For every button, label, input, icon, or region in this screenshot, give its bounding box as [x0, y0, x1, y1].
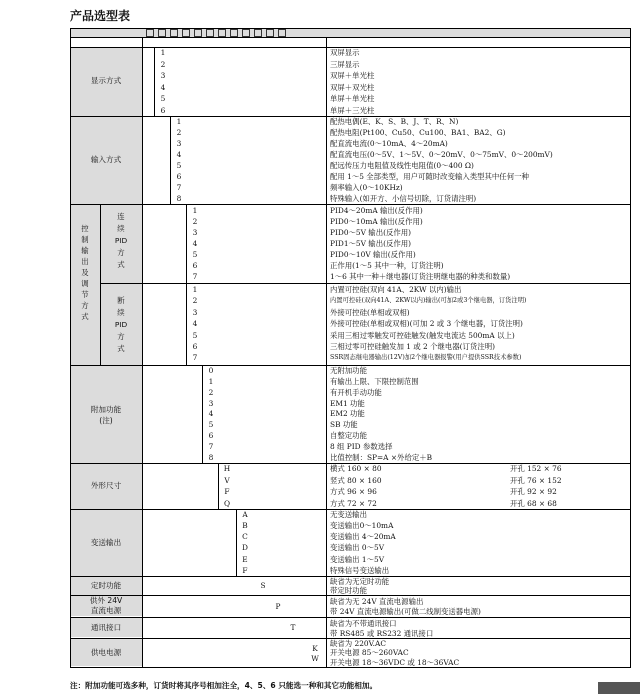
transmit-desc: 变送输出 1～5V	[330, 554, 385, 564]
display-label: 显示方式	[90, 76, 122, 85]
timer-desc: 带定时功能	[330, 586, 367, 595]
continuous-label-char: 方	[117, 248, 125, 257]
display-desc: 单屏＋三光柱	[330, 105, 375, 115]
control-label-char: 方	[81, 301, 89, 310]
control-label-char: 出	[81, 257, 89, 266]
grid-line	[202, 365, 203, 463]
transmit-code: C	[242, 532, 248, 542]
continuous-desc: PID4～20mA 输出(反作用)	[330, 206, 423, 215]
grid-line	[142, 204, 143, 365]
continuous-label-char: PID	[114, 236, 128, 245]
page-title: 产品选型表	[70, 9, 131, 23]
addon-desc: EM2 功能	[330, 409, 365, 419]
addon-code: 0	[208, 365, 214, 375]
addon-code: 7	[208, 442, 214, 452]
continuous-desc: PID0～10mA 输出(反作用)	[330, 217, 423, 226]
control-label-char: 及	[81, 268, 89, 277]
control-label-char: 节	[81, 290, 89, 299]
input-code: 4	[176, 149, 182, 159]
grid-line	[326, 28, 327, 668]
power-label: 供电电源	[90, 648, 122, 657]
comm-desc: 缺省为不带通讯接口	[330, 619, 397, 628]
discontinuous-code: 2	[192, 296, 198, 306]
transmit-code: E	[242, 554, 248, 564]
comm-code: T	[290, 623, 296, 632]
addon-desc: SB 功能	[330, 420, 358, 430]
grid-line	[218, 463, 219, 509]
grid-line	[142, 509, 143, 576]
shape-desc: 横式 160 × 80	[330, 464, 382, 474]
input-code: 6	[176, 171, 182, 181]
control-label-char: 制	[81, 235, 89, 244]
transmit-code: D	[242, 543, 248, 553]
grid-line	[170, 116, 171, 204]
addon-code: 4	[208, 409, 214, 419]
power-desc: 开关电源 85～260VAC	[330, 648, 409, 658]
continuous-desc: PID0～10V 输出(反作用)	[330, 250, 416, 259]
control-label-char: 式	[81, 312, 89, 321]
discontinuous-desc: 内置可控硅(双向 41A、2KW 以内)输出	[330, 285, 462, 294]
discontinuous-desc: 三相过零可控硅触发加 1 或 2 个继电器(订货注明)	[330, 342, 495, 351]
continuous-desc: PID0～5V 输出(反作用)	[330, 228, 412, 237]
grid-line	[142, 365, 143, 463]
display-code: 5	[160, 94, 166, 104]
grid-line	[100, 204, 101, 365]
grid-line	[142, 638, 143, 667]
shape-code: V	[224, 475, 230, 485]
continuous-code: 4	[192, 239, 198, 248]
discontinuous-desc: 外接可控硅(单相或双相)	[330, 307, 410, 317]
input-code: 5	[176, 160, 182, 170]
shape-code: F	[224, 487, 230, 497]
control-label-char: 控	[81, 224, 89, 233]
shape-desc: 方式 96 × 96	[330, 487, 377, 497]
discontinuous-desc: 采用三相过零触发可控硅触发(触发电流达 500mA 以上)	[330, 330, 515, 340]
comm-label: 通讯接口	[90, 623, 122, 632]
display-code: 6	[160, 105, 166, 115]
shape-desc: 方式 72 × 72	[330, 498, 377, 508]
discontinuous-label-char: 式	[117, 344, 125, 353]
discontinuous-code: 3	[192, 307, 198, 317]
input-desc: 配热电阻(Pt100、Cu50、Cu100、BA1、BA2、G)	[330, 127, 506, 137]
continuous-desc: PID1～5V 输出(反作用)	[330, 239, 412, 248]
grid-line	[142, 595, 143, 617]
shape-cutout: 开孔 152 × 76	[510, 464, 562, 474]
grid-line	[142, 576, 143, 595]
grid-line	[630, 28, 631, 668]
shape-cutout: 开孔 68 × 68	[510, 498, 557, 508]
discontinuous-label-char: PID	[114, 320, 128, 329]
addon-code: 1	[208, 376, 214, 386]
display-desc: 单屏＋单光柱	[330, 94, 375, 104]
discontinuous-label-char: 方	[117, 332, 125, 341]
addon-label: (注)	[99, 416, 113, 425]
input-code: 1	[176, 116, 182, 126]
display-desc: 三屏显示	[330, 59, 360, 69]
display-code: 2	[160, 59, 166, 69]
transmit-code: F	[242, 565, 248, 575]
grid-line	[142, 463, 143, 509]
continuous-code: 1	[192, 206, 198, 215]
continuous-code: 7	[192, 272, 198, 281]
power-code: W	[311, 654, 319, 663]
discontinuous-label-char: 断	[117, 296, 125, 305]
addon-desc: 自整定功能	[330, 431, 367, 441]
grid-line	[70, 595, 631, 596]
addon-desc: 8 组 PID 参数选择	[330, 442, 393, 452]
grid-line	[186, 204, 187, 283]
footnote: 注：附加功能可选多种，订货时将其序号相加注全，4、5、6 只能选一种和其它功能相加。	[70, 681, 378, 690]
selection-table	[70, 28, 631, 668]
display-desc: 双屏＋单光柱	[330, 71, 375, 81]
control-label-char: 输	[81, 246, 89, 255]
input-desc: 配直流电流(0～10mA、4～20mA)	[330, 138, 448, 148]
supply24-desc: 带 24V 直流电源输出(可做二线制变送器电源)	[330, 606, 481, 616]
input-desc: 配热电偶(E、K、S、B、J、T、R、N)	[330, 116, 459, 126]
grid-line	[142, 47, 143, 116]
shape-cutout: 开孔 92 × 92	[510, 487, 557, 497]
grid-line	[142, 37, 143, 47]
transmit-code: B	[242, 521, 248, 531]
continuous-desc: 正作用(1～5 其中一种，订货注明)	[330, 261, 444, 270]
control-label-char: 调	[81, 279, 89, 288]
transmit-code: A	[242, 509, 248, 519]
grid-line	[236, 509, 237, 576]
power-desc: 开关电源 18～36VDC 或 18～36VAC	[330, 657, 460, 667]
discontinuous-code: 4	[192, 319, 198, 329]
display-code: 3	[160, 71, 166, 81]
power-code: K	[312, 644, 318, 653]
power-desc: 缺省为 220V.AC	[330, 639, 387, 648]
grid-line	[70, 204, 631, 205]
continuous-label-char: 续	[117, 224, 125, 233]
display-desc: 双屏显示	[330, 48, 360, 58]
addon-label: 附加功能	[90, 405, 122, 414]
addon-desc: EM1 功能	[330, 398, 365, 408]
grid-line	[154, 47, 155, 116]
discontinuous-desc: 外接可控硅(单相或双相)(可加 2 或 3 个继电器，订货注明)	[330, 319, 523, 329]
discontinuous-code: 7	[192, 353, 198, 363]
continuous-code: 6	[192, 261, 198, 270]
addon-desc: 有输出上限、下限控制范围	[330, 376, 419, 386]
addon-code: 3	[208, 398, 214, 408]
discontinuous-desc: SSR固态继电器输出(12V)加2个继电器报警(用户提供SSR技术参数)	[330, 354, 522, 362]
shape-desc: 竖式 80 × 160	[330, 475, 382, 485]
continuous-desc: 1～6 其中一种＋继电器(订货注明继电器的种类和数量)	[330, 272, 511, 281]
addon-code: 6	[208, 431, 214, 441]
timer-code: S	[260, 581, 266, 590]
input-desc: 频率输入(0～10KHz)	[330, 182, 403, 192]
grid-line	[100, 283, 631, 284]
grid-line	[186, 283, 187, 365]
shape-label: 外形尺寸	[90, 481, 122, 490]
continuous-label-char: 连	[117, 212, 125, 221]
display-code: 1	[160, 48, 166, 58]
transmit-desc: 特殊信号变送输出	[330, 565, 390, 575]
transmit-desc: 无变送输出	[330, 509, 367, 519]
discontinuous-code: 1	[192, 285, 198, 294]
display-code: 4	[160, 82, 166, 92]
discontinuous-code: 5	[192, 330, 198, 340]
transmit-desc: 变送输出 4～20mA	[330, 532, 396, 542]
supply24-code: P	[275, 602, 281, 611]
supply24-label: 直流电源	[90, 606, 122, 615]
transmit-desc: 变送输出 0～5V	[330, 543, 385, 553]
addon-code: 5	[208, 420, 214, 430]
addon-code: 2	[208, 387, 214, 397]
continuous-label-char: 式	[117, 260, 125, 269]
addon-desc: 无附加功能	[330, 365, 367, 375]
input-desc: 配用 1～5 全部类型，用户可随时改变输入类型其中任何一种	[330, 171, 529, 181]
input-code: 2	[176, 127, 182, 137]
timer-desc: 缺省为无定时功能	[330, 577, 390, 586]
continuous-code: 2	[192, 217, 198, 226]
shape-code: Q	[223, 498, 231, 508]
display-desc: 双屏＋双光柱	[330, 82, 375, 92]
grid-line	[70, 37, 631, 38]
continuous-code: 3	[192, 228, 198, 237]
input-desc: 配远传压力电阻值及线性电阻值(0～400 Ω)	[330, 160, 474, 170]
comm-desc: 带 RS485 或 RS232 通讯接口	[330, 628, 434, 638]
transmit-desc: 变送输出0～10mA	[330, 521, 394, 531]
discontinuous-desc: 内置可控硅(双向41A、2KW以内)输出(可加2或3个继电器，订货注明)	[330, 297, 527, 305]
grid-line	[142, 116, 143, 204]
page-corner-mark	[598, 682, 640, 694]
input-code: 3	[176, 138, 182, 148]
input-label: 输入方式	[90, 155, 122, 164]
addon-code: 8	[208, 452, 214, 462]
supply24-desc: 缺省为无 24V 直流电源输出	[330, 597, 424, 606]
addon-desc: 比值控制：SP=A ×外给定＋B	[330, 452, 433, 462]
input-desc: 配直流电压(0～5V、1～5V、0～20mV、0～75mV、0～200mV)	[330, 149, 553, 159]
addon-desc: 有开机手动功能	[330, 387, 382, 397]
grid-line	[70, 617, 631, 618]
supply24-label: 供外 24V	[89, 596, 123, 605]
shape-cutout: 开孔 76 × 152	[510, 475, 562, 485]
input-code: 8	[176, 193, 182, 203]
transmit-label: 变送输出	[90, 538, 122, 547]
timer-label: 定时功能	[90, 581, 122, 590]
discontinuous-label-char: 续	[117, 308, 125, 317]
grid-line	[70, 667, 631, 668]
input-desc: 特殊输入(如开方、小信号切除，订货请注明)	[330, 193, 477, 203]
continuous-code: 5	[192, 250, 198, 259]
grid-line	[142, 617, 143, 638]
shape-code: H	[223, 464, 231, 474]
input-code: 7	[176, 182, 182, 192]
discontinuous-code: 6	[192, 342, 198, 351]
